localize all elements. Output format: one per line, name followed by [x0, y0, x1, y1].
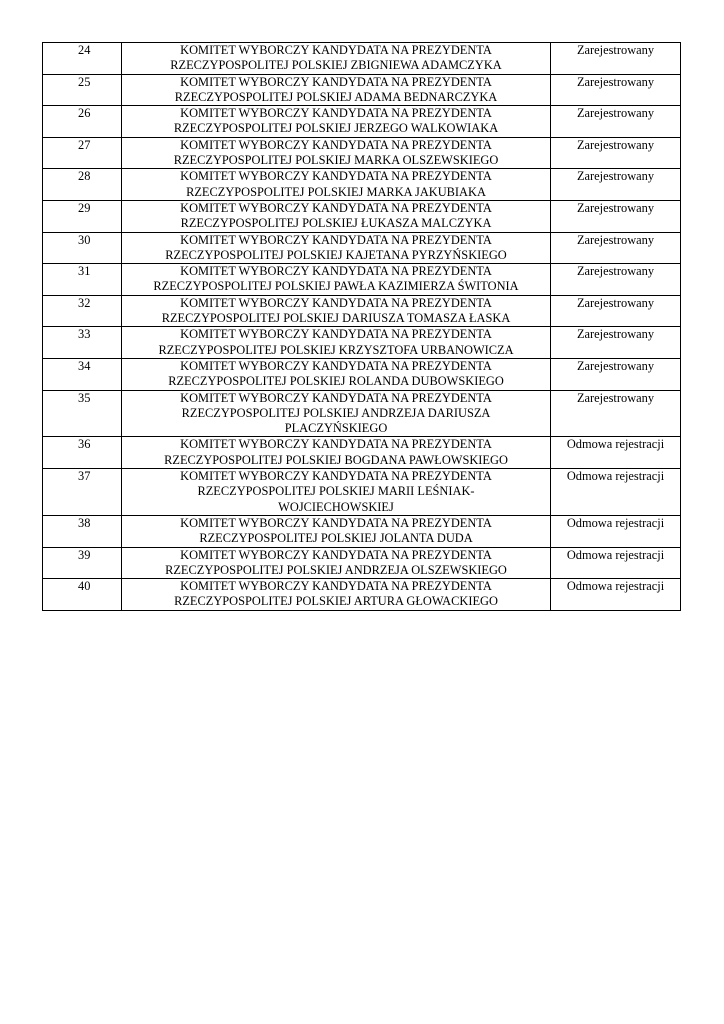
committee-name — [122, 358, 551, 390]
committee-name-line: RZECZYPOSPOLITEJ POLSKIEJ DARIUSZA TOMASZA ŁASKA — [161, 311, 511, 326]
registration-status: Zarejestrowany — [551, 169, 681, 201]
committee-name-line: KOMITET WYBORCZY KANDYDATA NA PREZYDENTA — [180, 358, 492, 373]
committee-name — [122, 515, 551, 547]
committee-name-line: KOMITET WYBORCZY KANDYDATA NA PREZYDENTA — [180, 547, 492, 562]
committee-name-line: RZECZYPOSPOLITEJ POLSKIEJ JOLANTA DUDA — [199, 531, 473, 546]
table-row — [43, 469, 681, 516]
table-row — [43, 74, 681, 106]
table-row — [43, 232, 681, 264]
registration-status: Odmowa rejestracji — [551, 515, 681, 547]
table-body — [43, 43, 681, 611]
committee-name-line: RZECZYPOSPOLITEJ POLSKIEJ KRZYSZTOFA URBANOWICZA — [158, 342, 514, 357]
registration-status: Zarejestrowany — [551, 232, 681, 264]
committee-name-line: KOMITET WYBORCZY KANDYDATA NA PREZYDENTA — [180, 169, 492, 184]
committee-name-line: RZECZYPOSPOLITEJ POLSKIEJ KAJETANA PYRZYŃSKIEGO — [165, 247, 507, 262]
registration-status: Zarejestrowany — [551, 358, 681, 390]
row-number: 35 — [43, 390, 122, 437]
table-row — [43, 515, 681, 547]
committee-name — [122, 469, 551, 516]
committee-name-line: KOMITET WYBORCZY KANDYDATA NA PREZYDENTA — [180, 264, 492, 279]
table-row — [43, 547, 681, 579]
row-number: 29 — [43, 200, 122, 232]
committee-name-line: RZECZYPOSPOLITEJ POLSKIEJ PAWŁA KAZIMIERZA ŚWITONIA — [153, 279, 519, 294]
table-row — [43, 137, 681, 169]
committee-name-line: RZECZYPOSPOLITEJ POLSKIEJ ŁUKASZA MALCZYKA — [180, 216, 492, 231]
committee-name-line: RZECZYPOSPOLITEJ POLSKIEJ ANDRZEJA OLSZEWSKIEGO — [165, 562, 507, 577]
committee-name — [122, 200, 551, 232]
row-number: 37 — [43, 469, 122, 516]
row-number: 24 — [43, 43, 122, 75]
registration-status: Zarejestrowany — [551, 390, 681, 437]
table-row — [43, 327, 681, 359]
registration-status: Odmowa rejestracji — [551, 579, 681, 611]
committee-registry-table — [42, 42, 681, 611]
committee-name-line: KOMITET WYBORCZY KANDYDATA NA PREZYDENTA — [180, 106, 492, 121]
table-row — [43, 264, 681, 296]
committee-name-line: KOMITET WYBORCZY KANDYDATA NA PREZYDENTA — [180, 579, 492, 594]
row-number: 27 — [43, 137, 122, 169]
table-row — [43, 200, 681, 232]
committee-name-line: PLACZYŃSKIEGO — [284, 421, 388, 436]
row-number: 33 — [43, 327, 122, 359]
committee-name-line: RZECZYPOSPOLITEJ POLSKIEJ BOGDANA PAWŁOWSKIEGO — [164, 452, 508, 467]
table-row — [43, 295, 681, 327]
committee-name-line: KOMITET WYBORCZY KANDYDATA NA PREZYDENTA — [180, 232, 492, 247]
committee-name-line: RZECZYPOSPOLITEJ POLSKIEJ ZBIGNIEWA ADAMCZYKA — [170, 58, 502, 73]
committee-name-line: KOMITET WYBORCZY KANDYDATA NA PREZYDENTA — [180, 43, 492, 57]
committee-name-line: RZECZYPOSPOLITEJ POLSKIEJ ANDRZEJA DARIUSZA — [181, 405, 491, 420]
table-row — [43, 358, 681, 390]
row-number: 26 — [43, 106, 122, 138]
registration-status: Zarejestrowany — [551, 106, 681, 138]
committee-name-line: RZECZYPOSPOLITEJ POLSKIEJ ARTURA GŁOWACKIEGO — [174, 594, 498, 609]
committee-name-line: KOMITET WYBORCZY KANDYDATA NA PREZYDENTA — [180, 295, 492, 310]
registration-status: Odmowa rejestracji — [551, 437, 681, 469]
registration-status: Odmowa rejestracji — [551, 469, 681, 516]
committee-name — [122, 169, 551, 201]
committee-name — [122, 43, 551, 75]
committee-name-line: KOMITET WYBORCZY KANDYDATA NA PREZYDENTA — [180, 437, 492, 452]
committee-name-line: KOMITET WYBORCZY KANDYDATA NA PREZYDENTA — [180, 390, 492, 405]
registration-status: Zarejestrowany — [551, 295, 681, 327]
table-row — [43, 43, 681, 75]
row-number: 38 — [43, 515, 122, 547]
committee-name — [122, 74, 551, 106]
committee-name — [122, 437, 551, 469]
row-number: 30 — [43, 232, 122, 264]
committee-name-line: WOJCIECHOWSKIEJ — [278, 499, 394, 514]
committee-name-line: RZECZYPOSPOLITEJ POLSKIEJ JERZEGO WALKOWIAKA — [173, 121, 499, 136]
row-number: 34 — [43, 358, 122, 390]
registration-status: Odmowa rejestracji — [551, 547, 681, 579]
row-number: 25 — [43, 74, 122, 106]
row-number: 31 — [43, 264, 122, 296]
committee-name-line: KOMITET WYBORCZY KANDYDATA NA PREZYDENTA — [180, 74, 492, 89]
row-number: 32 — [43, 295, 122, 327]
registration-status: Zarejestrowany — [551, 264, 681, 296]
committee-name-line: RZECZYPOSPOLITEJ POLSKIEJ ADAMA BEDNARCZYKA — [174, 89, 498, 104]
registration-status: Zarejestrowany — [551, 74, 681, 106]
registration-status: Zarejestrowany — [551, 43, 681, 75]
row-number: 36 — [43, 437, 122, 469]
committee-name-line: RZECZYPOSPOLITEJ POLSKIEJ MARKA JAKUBIAKA — [186, 184, 486, 199]
table-row — [43, 106, 681, 138]
committee-name-line: KOMITET WYBORCZY KANDYDATA NA PREZYDENTA — [180, 200, 492, 215]
registration-status: Zarejestrowany — [551, 137, 681, 169]
committee-name-line: KOMITET WYBORCZY KANDYDATA NA PREZYDENTA — [180, 469, 492, 484]
committee-name-line: KOMITET WYBORCZY KANDYDATA NA PREZYDENTA — [180, 137, 492, 152]
committee-name — [122, 295, 551, 327]
committee-name-line: RZECZYPOSPOLITEJ POLSKIEJ MARII LEŚNIAK- — [197, 484, 475, 499]
committee-name — [122, 137, 551, 169]
table-row — [43, 579, 681, 611]
committee-name-line: KOMITET WYBORCZY KANDYDATA NA PREZYDENTA — [180, 327, 492, 342]
table-row — [43, 169, 681, 201]
registration-status: Zarejestrowany — [551, 327, 681, 359]
committee-name — [122, 232, 551, 264]
committee-name — [122, 106, 551, 138]
committee-name — [122, 390, 551, 437]
committee-name — [122, 327, 551, 359]
committee-name-line: KOMITET WYBORCZY KANDYDATA NA PREZYDENTA — [180, 515, 492, 530]
committee-name-line: RZECZYPOSPOLITEJ POLSKIEJ MARKA OLSZEWSKIEGO — [173, 153, 499, 168]
row-number: 28 — [43, 169, 122, 201]
committee-name — [122, 579, 551, 611]
row-number: 40 — [43, 579, 122, 611]
registration-status: Zarejestrowany — [551, 200, 681, 232]
committee-name-line: RZECZYPOSPOLITEJ POLSKIEJ ROLANDA DUBOWSKIEGO — [168, 374, 504, 389]
committee-name — [122, 264, 551, 296]
table-row — [43, 390, 681, 437]
row-number: 39 — [43, 547, 122, 579]
table-row — [43, 437, 681, 469]
committee-name — [122, 547, 551, 579]
